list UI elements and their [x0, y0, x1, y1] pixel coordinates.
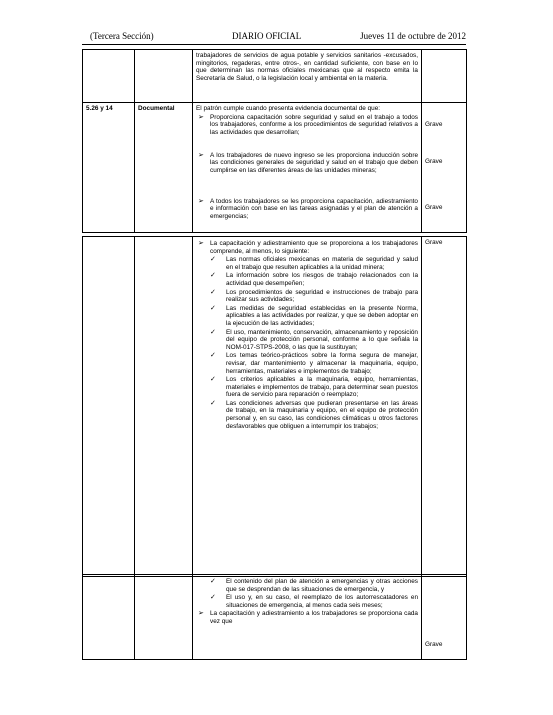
sub-list-item: ✓ Las medidas de seguridad establecidas en la presente Norma, aplicables a las actividades por realizar, y que se deben adoptar en la ejecución de las actividades;: [210, 304, 418, 327]
sub-list-item: ✓ El uso, mantenimiento, conservación, almacenamiento y reposición del equipo de protección personal, conforme a lo que señala la NOM-017-STPS-2008, o las que la sustituyan;: [210, 328, 418, 351]
severity-cell: [422, 575, 467, 660]
criteria-cell: trabajadores de servicios de agua potable y servicios sanitarios -excusados, mingitorios, regaderas, entre otros-, en cantidad suficiente, con base en lo que determinan las normas oficiales mexicanas que al respecto emita la Secretaría de Salud, o la legislación local y ambiental en la materia.: [193, 50, 422, 103]
ref-cell: 5.26 y 14: [83, 103, 135, 233]
header-section: (Tercera Sección): [90, 31, 154, 41]
list-item: ➢ La capacitación y adiestramiento a los trabajadores se proporciona cada vez que: [198, 610, 418, 625]
bullet-arrow-icon: ➢: [198, 113, 204, 121]
table-row: [83, 50, 467, 103]
check-icon: ✓: [210, 376, 216, 384]
bullet-arrow-icon: ➢: [198, 610, 204, 618]
ref-cell: [83, 575, 135, 660]
check-icon: ✓: [210, 594, 216, 602]
check-icon: ✓: [210, 256, 216, 264]
check-icon: ✓: [210, 328, 216, 336]
list-item: ➢ A los trabajadores de nuevo ingreso se les proporciona inducción sobre las condiciones generales de seguridad y salud en el trabajo que deben cumplirse en las diferentes áreas de las unidades mineras;: [198, 151, 418, 174]
criteria-cell: [193, 575, 422, 660]
type-cell: [135, 575, 193, 660]
severity-cell: [422, 103, 467, 233]
criteria-intro: El patrón cumple cuando presenta evidencia documental de que:: [196, 105, 381, 112]
norm-table-top: [82, 49, 467, 233]
page-header: [82, 31, 466, 43]
check-icon: ✓: [210, 399, 216, 407]
check-icon: ✓: [210, 288, 216, 296]
list-item: ➢ La capacitación y adiestramiento que se proporciona a los trabajadores comprende, al menos, lo siguiente:: [198, 240, 418, 255]
table-row: [83, 237, 467, 577]
type-cell: [135, 237, 193, 577]
table-row: [83, 103, 467, 233]
sub-list-item: ✓ El contenido del plan de atención a emergencias y otras acciones que se desprendan de las situaciones de emergencia, y: [210, 578, 418, 593]
severity-label: Grave: [425, 158, 443, 165]
severity-label: Grave: [425, 239, 443, 246]
check-icon: ✓: [210, 272, 216, 280]
sub-list-item: ✓ Las condiciones adversas que pudieran presentarse en las áreas de trabajo, en la maquinaria y equipo, en el equipo de protección personal y, en su caso, las condiciones climáticas u otros factores desfavorables que obliguen a interrumpir los trabajos;: [210, 399, 418, 430]
bullet-arrow-icon: ➢: [198, 151, 204, 159]
type-cell: Documental: [135, 103, 193, 233]
list-item: ➢ A todos los trabajadores se les proporciona capacitación, adiestramiento e información con base en las tareas asignadas y el plan de atención a emergencias;: [198, 197, 418, 220]
criteria-cell: [193, 237, 422, 577]
severity-label: Grave: [425, 204, 443, 211]
sub-list-item: ✓ Los temas teórico-prácticos sobre la forma segura de manejar, revisar, dar mantenimiento y almacenar la maquinaria, equipo, herramientas, materiales e implementos de trabajo;: [210, 352, 418, 375]
sub-list-item: ✓ La información sobre los riesgos de trabajo relacionados con la actividad que desempeñen;: [210, 272, 418, 287]
sub-list-item: ✓ Las normas oficiales mexicanas en materia de seguridad y salud en el trabajo que resulten aplicables a la unidad minera;: [210, 256, 418, 271]
table-row: [83, 575, 467, 660]
norm-table-bottom: [82, 574, 467, 660]
ref-cell: [83, 50, 135, 103]
criteria-cell: [193, 103, 422, 233]
bullet-arrow-icon: ➢: [198, 197, 204, 205]
header-publication: DIARIO OFICIAL: [232, 31, 302, 41]
header-date: Jueves 11 de octubre de 2012: [360, 31, 466, 41]
severity-label: Grave: [425, 641, 443, 648]
check-icon: ✓: [210, 578, 216, 585]
check-icon: ✓: [210, 304, 216, 312]
sub-list-item: ✓ El uso y, en su caso, el reemplazo de los autorrescatadores en situaciones de emergencia, al menos cada seis meses;: [210, 594, 418, 609]
bullet-arrow-icon: ➢: [198, 240, 204, 247]
sub-list-item: ✓ Los procedimientos de seguridad e instrucciones de trabajo para realizar sus actividades;: [210, 288, 418, 304]
header-rule: [82, 44, 466, 45]
ref-cell: [83, 237, 135, 577]
severity-cell: [422, 237, 467, 577]
type-cell: [135, 50, 193, 103]
severity-cell: [422, 50, 467, 103]
norm-table-middle: [82, 236, 467, 577]
check-icon: ✓: [210, 352, 216, 360]
sub-list-item: ✓ Los criterios aplicables a la maquinaria, equipo, herramientas, materiales e implementos de trabajo, para determinar sean puestos fuera de servicio para reparación o reemplazo;: [210, 376, 418, 399]
list-item: ➢ Proporciona capacitación sobre seguridad y salud en el trabajo a todos los trabajadores, conforme a los procedimientos de seguridad relativos a las actividades que desarrollan;: [198, 113, 418, 136]
severity-label: Grave: [425, 121, 443, 128]
